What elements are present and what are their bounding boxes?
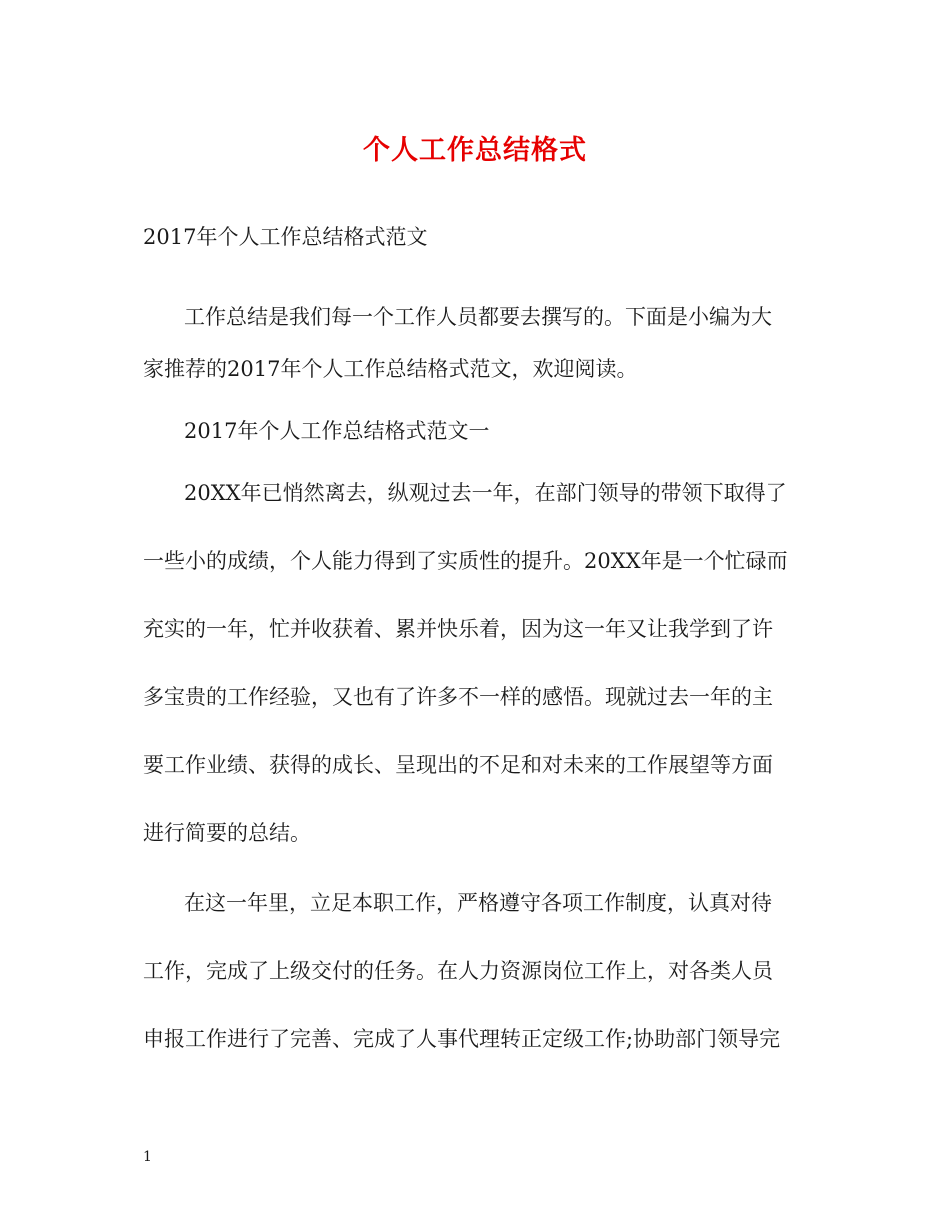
paragraph-line: 要工作业绩、获得的成长、呈现出的不足和对未来的工作展望等方面 xyxy=(143,753,773,777)
paragraph-line: 申报工作进行了完善、完成了人事代理转正定级工作;协助部门领导完 xyxy=(143,1027,781,1051)
paragraph-line: 在这一年里，立足本职工作，严格遵守各项工作制度，认真对待 xyxy=(184,891,772,915)
paragraph-line: 一些小的成绩，个人能力得到了实质性的提升。20XX年是一个忙碌而 xyxy=(143,549,788,573)
section-heading: 2017年个人工作总结格式范文 xyxy=(143,225,428,249)
paragraph-line: 工作，完成了上级交付的任务。在人力资源岗位工作上，对各类人员 xyxy=(143,959,773,983)
paragraph-line: 充实的一年，忙并收获着、累并快乐着，因为这一年又让我学到了许 xyxy=(143,617,773,641)
document-title: 个人工作总结格式 xyxy=(363,135,587,166)
paragraph-line: 20XX年已悄然离去，纵观过去一年，在部门领导的带领下取得了 xyxy=(184,481,787,505)
paragraph-line: 家推荐的2017年个人工作总结格式范文，欢迎阅读。 xyxy=(143,357,638,381)
subsection-heading: 2017年个人工作总结格式范文一 xyxy=(184,419,490,443)
page-number: 1 xyxy=(143,1149,152,1165)
paragraph-line: 工作总结是我们每一个工作人员都要去撰写的。下面是小编为大 xyxy=(184,305,772,329)
paragraph-line: 多宝贵的工作经验，又也有了许多不一样的感悟。现就过去一年的主 xyxy=(143,685,773,709)
paragraph-line: 进行简要的总结。 xyxy=(143,821,311,845)
